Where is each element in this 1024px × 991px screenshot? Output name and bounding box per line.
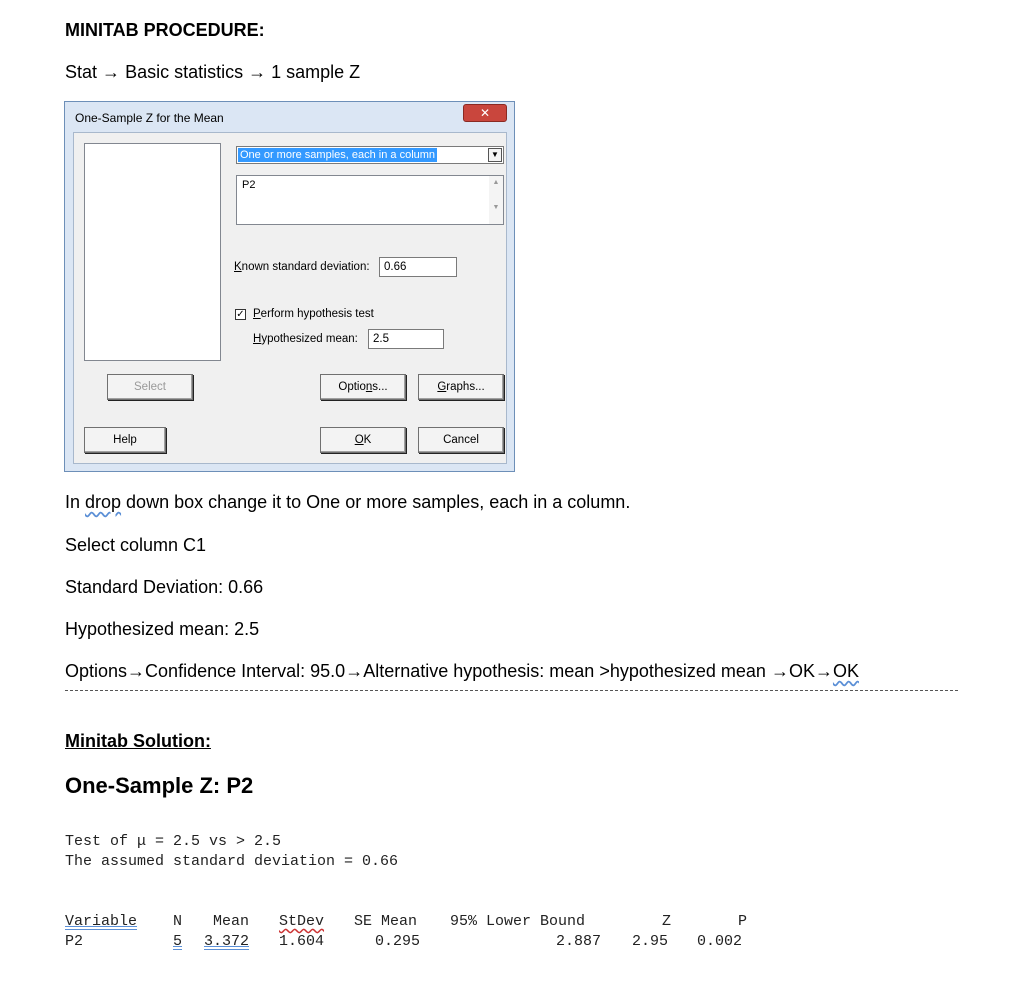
options-button[interactable]: Options... <box>320 374 406 400</box>
variables-listbox[interactable] <box>84 143 221 361</box>
table-header-stdev: StDev <box>279 913 325 930</box>
arrow-right-icon: → <box>345 661 364 681</box>
menu-path-1-sample-z: 1 sample Z <box>271 62 361 82</box>
ok-button[interactable]: OK <box>320 427 406 453</box>
chevron-down-icon[interactable]: ▼ <box>488 148 502 162</box>
table-row-p: 0.002 <box>697 933 743 950</box>
help-button[interactable]: Help <box>84 427 166 453</box>
table-row-mean: 3.372 <box>204 933 250 950</box>
instruction-dropdown: In drop down box change it to One or more samples, each in a column. <box>65 492 631 512</box>
select-button[interactable]: Select <box>107 374 193 400</box>
table-row-se-mean: 0.295 <box>375 933 421 950</box>
menu-path <box>65 62 360 83</box>
arrow-right-icon: → <box>102 62 121 82</box>
dialog-client-area <box>73 132 507 464</box>
columns-textbox[interactable] <box>236 175 504 225</box>
menu-path-basic-statistics: Basic statistics <box>125 62 244 82</box>
sample-mode-dropdown[interactable] <box>236 146 504 164</box>
hypothesized-mean-label: Hypothesized mean: <box>253 333 358 345</box>
procedure-heading: MINITAB PROCEDURE: <box>65 20 265 40</box>
instruction-standard-deviation: Standard Deviation: 0.66 <box>65 577 264 597</box>
hypothesis-test-label: Perform hypothesis test <box>253 308 374 320</box>
known-sd-label: Known standard deviation: <box>234 261 370 273</box>
instruction-hypothesized-mean: Hypothesized mean: 2.5 <box>65 619 260 639</box>
assumed-sd-line: The assumed standard deviation = 0.66 <box>65 853 399 870</box>
hypothesized-mean-input[interactable]: 2.5 <box>368 329 444 349</box>
arrow-right-icon: → <box>814 661 833 681</box>
table-row-lower-bound: 2.887 <box>556 933 602 950</box>
columns-scrollbar[interactable] <box>489 176 503 224</box>
table-row-z: 2.95 <box>632 933 669 950</box>
columns-value: P2 <box>242 179 256 191</box>
close-icon[interactable]: ✕ <box>463 104 507 122</box>
arrow-right-icon: → <box>127 661 146 681</box>
scroll-up-icon[interactable]: ▲ <box>492 179 500 186</box>
table-row-variable: P2 <box>65 933 84 950</box>
graphs-button[interactable]: Graphs... <box>418 374 504 400</box>
hypothesis-test-checkbox[interactable]: ✓ <box>236 309 245 320</box>
table-row-n: 5 <box>173 933 183 950</box>
arrow-right-icon: → <box>770 661 789 681</box>
solution-heading: Minitab Solution: <box>65 731 211 751</box>
section-divider <box>65 690 958 691</box>
table-header-z: Z <box>662 913 672 930</box>
scroll-down-icon[interactable]: ▼ <box>492 204 500 211</box>
instruction-options: Options→Confidence Interval: 95.0→Alternative hypothesis: mean >hypothesized mean →OK→OK <box>65 661 859 681</box>
table-header-n: N <box>173 913 183 930</box>
output-title: One-Sample Z: P2 <box>65 773 254 798</box>
cancel-button[interactable]: Cancel <box>418 427 504 453</box>
table-row-stdev: 1.604 <box>279 933 325 950</box>
table-header-lower-bound: 95% Lower Bound <box>450 913 586 930</box>
menu-path-stat: Stat <box>65 62 98 82</box>
arrow-right-icon: → <box>248 62 267 82</box>
table-header-mean: Mean <box>213 913 250 930</box>
table-header-p: P <box>738 913 748 930</box>
sample-mode-selected: One or more samples, each in a column <box>240 149 436 161</box>
dialog-title: One-Sample Z for the Mean <box>75 111 224 125</box>
one-sample-z-dialog <box>64 101 515 472</box>
table-header-se-mean: SE Mean <box>354 913 418 930</box>
known-sd-input[interactable]: 0.66 <box>379 257 457 277</box>
table-header-variable: Variable <box>65 913 138 930</box>
instruction-select-column: Select column C1 <box>65 535 207 555</box>
test-line: Test of μ = 2.5 vs > 2.5 <box>65 833 282 850</box>
